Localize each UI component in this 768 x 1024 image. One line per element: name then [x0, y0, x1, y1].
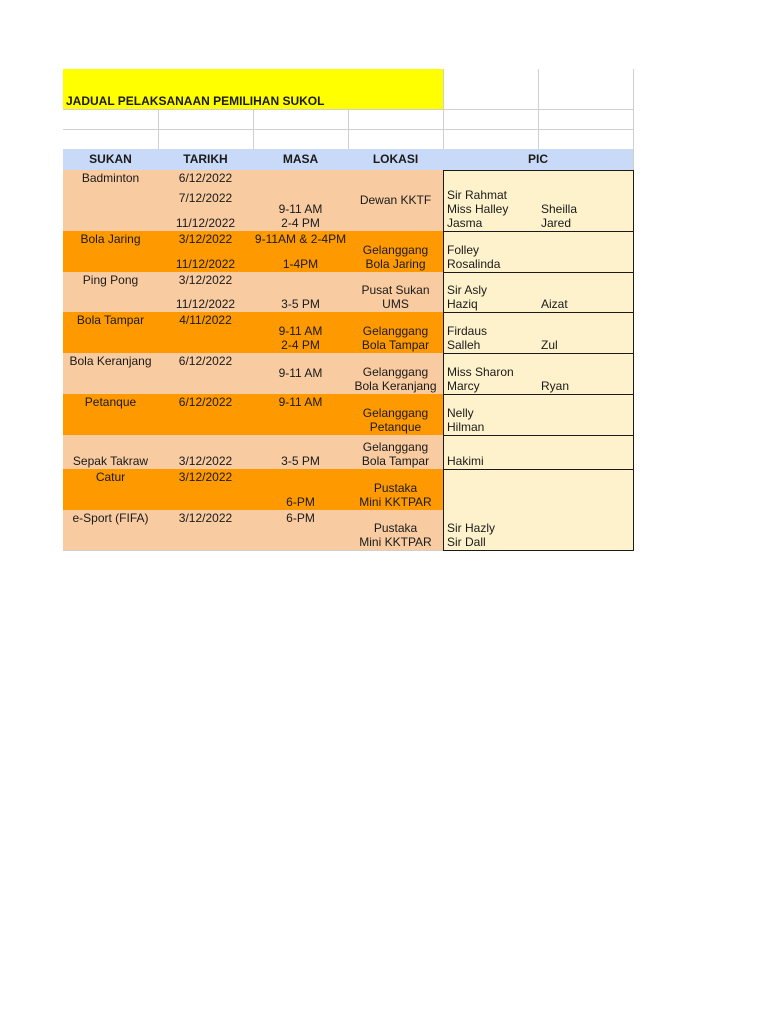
cell-tarikh[interactable]: 6/12/2022 — [158, 353, 254, 374]
cell-lokasi[interactable]: Gelanggang Bola Jaring — [348, 231, 444, 273]
sheet-title: JADUAL PELAKSANAAN PEMILIHAN SUKOL — [66, 94, 325, 108]
cell-masa[interactable]: 9-11 AM 2-4 PM — [253, 170, 349, 232]
cell-lokasi[interactable]: Dewan KKTF — [348, 170, 444, 232]
cell-pic[interactable]: Sir Asly Haziq — [443, 272, 539, 313]
cell-pic[interactable]: Sir Rahmat Miss Halley Jasma — [443, 170, 539, 232]
cell-tarikh[interactable]: 6/12/2022 — [158, 394, 254, 415]
empty-cell[interactable] — [538, 129, 634, 150]
header-lokasi[interactable]: LOKASI — [348, 149, 444, 171]
empty-cell[interactable] — [63, 292, 159, 313]
cell-sukan-bola-keranjang[interactable]: Bola Keranjang — [63, 353, 159, 374]
header-masa[interactable]: MASA — [253, 149, 349, 171]
cell-lokasi[interactable]: Gelanggang Bola Keranjang — [348, 353, 444, 395]
empty-cell[interactable] — [63, 109, 159, 130]
cell-lokasi[interactable]: Pustaka Mini KKTPAR — [348, 510, 444, 551]
sheet-title-cell[interactable] — [63, 69, 349, 110]
cell-tarikh[interactable]: 3/12/2022 — [158, 469, 254, 490]
empty-cell[interactable] — [348, 129, 444, 150]
empty-cell[interactable] — [443, 69, 539, 110]
empty-cell[interactable] — [538, 69, 634, 110]
empty-cell[interactable] — [158, 373, 254, 395]
empty-cell[interactable] — [253, 129, 349, 150]
empty-cell[interactable] — [348, 109, 444, 130]
cell-sukan-ping-pong[interactable]: Ping Pong — [63, 272, 159, 293]
empty-cell[interactable] — [63, 489, 159, 511]
empty-cell[interactable] — [158, 109, 254, 130]
cell-masa[interactable]: 3-5 PM — [253, 435, 349, 470]
cell-tarikh[interactable]: 11/12/2022 — [158, 210, 254, 232]
cell-pic[interactable]: Miss Sharon Marcy — [443, 353, 539, 395]
cell-masa[interactable]: 3-5 PM — [253, 272, 349, 313]
cell-sukan-badminton[interactable]: Badminton — [63, 170, 159, 191]
cell-lokasi[interactable]: Pusat Sukan UMS — [348, 272, 444, 313]
empty-cell[interactable] — [158, 489, 254, 511]
cell-pic[interactable] — [538, 435, 634, 470]
cell-tarikh[interactable]: 11/12/2022 — [158, 251, 254, 273]
cell-pic[interactable] — [538, 231, 634, 273]
cell-pic[interactable]: Zul — [538, 312, 634, 354]
empty-cell[interactable] — [538, 109, 634, 130]
empty-cell[interactable] — [63, 414, 159, 436]
cell-masa[interactable]: 9-11 AM — [253, 394, 349, 415]
cell-pic[interactable]: Hakimi — [443, 435, 539, 470]
empty-cell[interactable] — [158, 129, 254, 150]
cell-pic[interactable]: Folley Rosalinda — [443, 231, 539, 273]
empty-cell[interactable] — [158, 414, 254, 436]
cell-masa[interactable]: 9-11 AM — [253, 353, 349, 395]
empty-cell[interactable] — [443, 129, 539, 150]
cell-tarikh[interactable]: 4/11/2022 — [158, 312, 254, 333]
cell-tarikh[interactable]: 3/12/2022 — [158, 510, 254, 531]
cell-masa[interactable]: 6-PM — [253, 510, 349, 531]
empty-cell[interactable] — [63, 129, 159, 150]
cell-masa[interactable]: 6-PM — [253, 469, 349, 511]
cell-sukan-sepak-takraw[interactable]: Sepak Takraw — [63, 435, 159, 470]
cell-lokasi[interactable]: Gelanggang Bola Tampar — [348, 312, 444, 354]
cell-sukan-petanque[interactable]: Petanque — [63, 394, 159, 415]
cell-tarikh[interactable]: 6/12/2022 — [158, 170, 254, 191]
cell-pic[interactable]: Ryan — [538, 353, 634, 395]
cell-pic[interactable]: Sir Hazly Sir Dall — [443, 469, 634, 551]
cell-sukan-bola-jaring[interactable]: Bola Jaring — [63, 231, 159, 252]
empty-cell[interactable] — [63, 332, 159, 354]
cell-masa[interactable]: 9-11AM & 2-4PM — [253, 231, 349, 252]
empty-cell[interactable] — [253, 414, 349, 436]
cell-lokasi[interactable]: Gelanggang Petanque — [348, 394, 444, 436]
empty-cell[interactable] — [63, 373, 159, 395]
cell-tarikh[interactable]: 3/12/2022 — [158, 231, 254, 252]
cell-masa[interactable]: 1-4PM — [253, 251, 349, 273]
cell-tarikh[interactable]: 3/12/2022 — [158, 272, 254, 293]
empty-cell[interactable] — [253, 109, 349, 130]
cell-tarikh[interactable]: 11/12/2022 — [158, 292, 254, 313]
cell-tarikh[interactable]: 7/12/2022 — [158, 190, 254, 211]
cell-masa[interactable]: 9-11 AM 2-4 PM — [253, 312, 349, 354]
cell-lokasi[interactable]: Pustaka Mini KKTPAR — [348, 469, 444, 511]
cell-pic[interactable]: Aizat — [538, 272, 634, 313]
empty-cell[interactable] — [63, 530, 159, 551]
cell-tarikh[interactable]: 3/12/2022 — [158, 435, 254, 470]
empty-cell[interactable] — [158, 332, 254, 354]
empty-cell[interactable] — [253, 530, 349, 551]
cell-sukan-bola-tampar[interactable]: Bola Tampar — [63, 312, 159, 333]
empty-cell[interactable] — [63, 251, 159, 273]
empty-cell[interactable] — [63, 190, 159, 211]
empty-cell[interactable] — [443, 109, 539, 130]
empty-cell[interactable] — [348, 69, 444, 110]
empty-cell[interactable] — [158, 530, 254, 551]
empty-cell[interactable] — [63, 210, 159, 232]
cell-pic[interactable] — [538, 394, 634, 436]
header-tarikh[interactable]: TARIKH — [158, 149, 254, 171]
cell-sukan-catur[interactable]: Catur — [63, 469, 159, 490]
header-pic[interactable]: PIC — [443, 149, 634, 171]
cell-sukan-esport[interactable]: e-Sport (FIFA) — [63, 510, 159, 531]
header-sukan[interactable]: SUKAN — [63, 149, 159, 171]
cell-pic[interactable]: Sheilla Jared — [538, 170, 634, 232]
cell-pic[interactable]: Firdaus Salleh — [443, 312, 539, 354]
cell-pic[interactable]: Nelly Hilman — [443, 394, 539, 436]
cell-lokasi[interactable]: Gelanggang Bola Tampar — [348, 435, 444, 470]
